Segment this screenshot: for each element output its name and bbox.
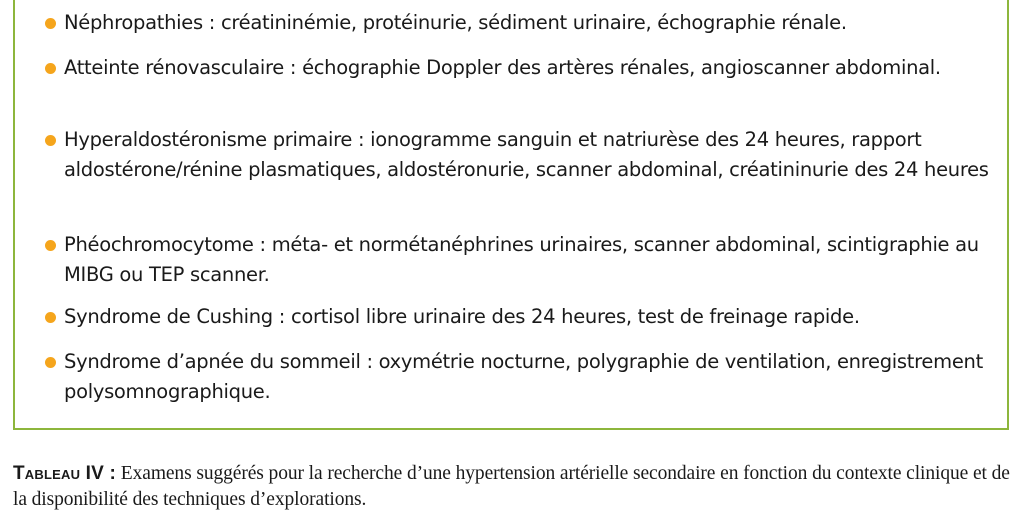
bullet-icon [45,135,56,146]
list-item: Syndrome de Cushing : cortisol libre urinaire des 24 heures, test de freinage rapide. [45,302,1005,332]
item-text: cortisol libre urinaire des 24 heures, test de freinage rapide. [290,305,860,328]
item-text: créatininémie, protéinurie, sédiment urinaire, échographie rénale. [220,11,847,34]
item-title: Syndrome d’apnée du sommeil [64,350,361,373]
bullet-icon [45,63,56,74]
list-item: Syndrome d’apnée du sommeil : oxymétrie nocturne, polygraphie de ventilation, enregistrement polysomnographique. [45,347,1005,407]
bullet-icon [45,18,56,29]
caption-text: Examens suggérés pour la recherche d’une hypertension artérielle secondaire en fonction du contexte clinique et de la disponibilité des techniques d’explorations. [13,463,1010,510]
table-iv-box [13,0,1009,430]
list-item: Néphropathies : créatininémie, protéinurie, sédiment urinaire, échographie rénale. [45,8,1005,38]
item-title: Hyperaldostéronisme primaire [64,128,353,151]
item-title: Phéochromocytome [64,233,254,256]
item-title: Atteinte rénovasculaire [64,56,284,79]
item-title: Syndrome de Cushing [64,305,273,328]
bullet-icon [45,357,56,368]
table-caption [13,461,1018,513]
item-text: méta- et normétanéphrines urinaires, scanner abdominal, scintigraphie au MIBG ou TEP scanner. [64,233,979,286]
list-item: Atteinte rénovasculaire : échographie Doppler des artères rénales, angioscanner abdominal. [45,53,1005,83]
caption-label: Tableau IV : [13,463,117,484]
list-item: Phéochromocytome : méta- et normétanéphrines urinaires, scanner abdominal, scintigraphie au MIBG ou TEP scanner. [45,230,1005,290]
item-text: oxymétrie nocturne, polygraphie de ventilation, enregistrement polysomnographique. [64,350,983,403]
item-text: ionogramme sanguin et natriurèse des 24 heures, rapport aldostérone/rénine plasmatiques, aldostéronurie, scanner abdominal, créatininurie des 24 heures [64,128,989,181]
item-text: échographie Doppler des artères rénales, angioscanner abdominal. [302,56,941,79]
list-item: Hyperaldostéronisme primaire : ionogramme sanguin et natriurèse des 24 heures, rapport aldostérone/rénine plasmatiques, aldostéronurie, scanner abdominal, créatininurie des 24 heures [45,125,1005,185]
bullet-icon [45,312,56,323]
item-title: Néphropathies [64,11,203,34]
bullet-icon [45,240,56,251]
